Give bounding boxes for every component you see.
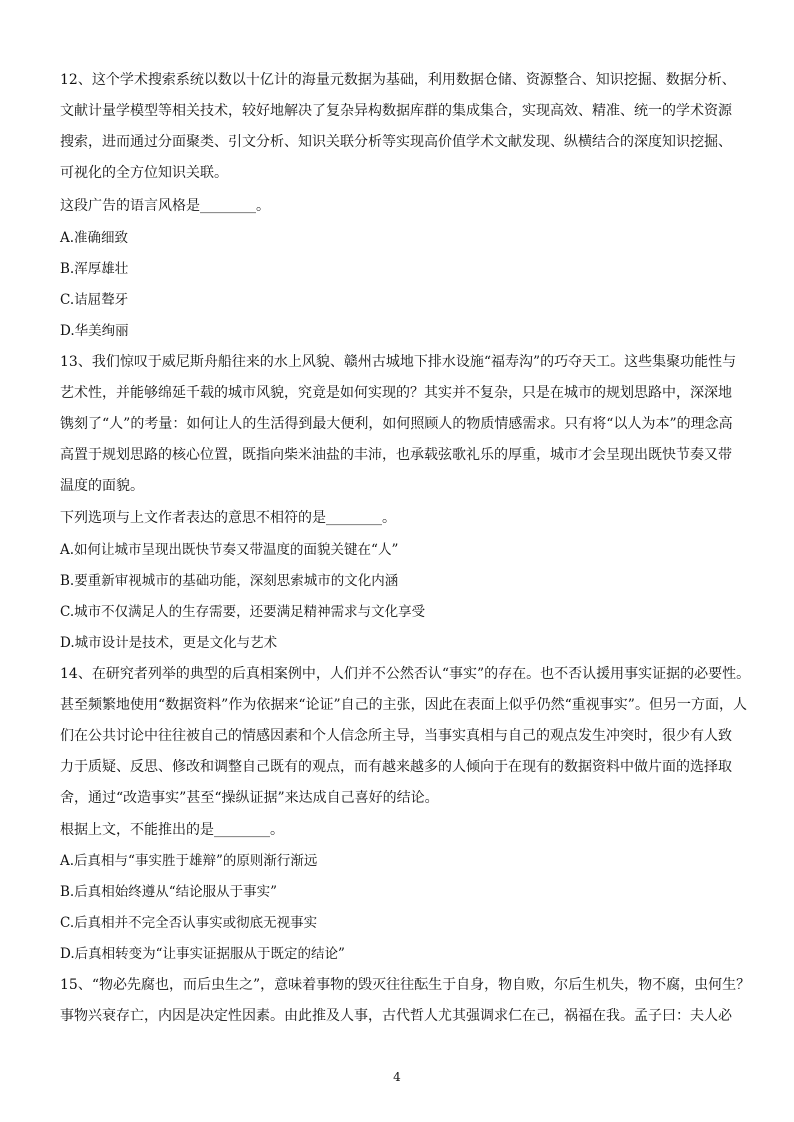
q13-text-line-1: 13、我们惊叹于威尼斯舟船往来的水上风貌、赣州古城地下排水设施“福寿沟”的巧夺天工。这些集聚功能性与 bbox=[60, 354, 737, 370]
q12-text-line-3: 搜索，进而通过分面聚类、引文分析、知识关联分析等实现高价值学术文献发现、纵横结合的深度知识挖掘、 bbox=[60, 134, 732, 150]
q13-option-b: B.要重新审视城市的基础功能，深刻思索城市的文化内涵 bbox=[60, 573, 399, 589]
q13-prompt: 下列选项与上文作者表达的意思不相符的是________。 bbox=[60, 510, 396, 526]
page-number: 4 bbox=[393, 1070, 401, 1084]
q12-text-line-4: 可视化的全方位知识关联。 bbox=[60, 165, 228, 181]
q13-option-d: D.城市设计是技术，更是文化与艺术 bbox=[60, 635, 278, 651]
q12-text-line-1: 12、这个学术搜索系统以数以十亿计的海量元数据为基础，利用数据仓储、资源整合、知识挖掘、数据分析、 bbox=[60, 72, 736, 88]
q14-option-b: B.后真相始终遵从“结论服从于事实” bbox=[60, 884, 278, 900]
q14-text-line-5: 舍，通过“改造事实”甚至“操纵证据”来达成自己喜好的结论。 bbox=[60, 790, 439, 806]
q14-text-line-4: 力于质疑、反思、修改和调整自己既有的观点，而有越来越多的人倾向于在现有的数据资料中做片面的选择取 bbox=[60, 759, 732, 775]
q15-text-line-2: 事物兴衰存亡，内因是决定性因素。由此推及人事，古代哲人尤其强调求仁在己，祸福在我。孟子曰：夫人必 bbox=[60, 1008, 732, 1024]
q14-text-line-3: 们在公共讨论中往往被自己的情感因素和个人信念所主导，当事实真相与自己的观点发生冲突时，很少有人致 bbox=[60, 728, 732, 744]
q12-option-d: D.华美绚丽 bbox=[60, 323, 129, 339]
q12-text-line-2: 文献计量学模型等相关技术，较好地解决了复杂异构数据库群的集成集合，实现高效、精准、统一的学术资源 bbox=[60, 103, 732, 119]
q14-text-line-2: 甚至频繁地使用“数据资料”作为依据来“论证”自己的主张，因此在表面上似乎仍然“重视事实”。但另一方面，人 bbox=[60, 697, 747, 713]
q12-option-a: A.准确细致 bbox=[60, 230, 129, 246]
q13-text-line-2: 艺术性，并能够绵延千载的城市风貌，究竟是如何实现的？其实并不复杂，只是在城市的规划思路中，深深地 bbox=[60, 385, 732, 401]
q12-prompt: 这段广告的语言风格是________。 bbox=[60, 198, 270, 214]
q12-option-b: B.浑厚雄壮 bbox=[60, 261, 129, 277]
q14-option-a: A.后真相与“事实胜于雄辩”的原则渐行渐远 bbox=[60, 853, 318, 869]
q12-option-c: C.诘屈聱牙 bbox=[60, 292, 129, 308]
q14-text-line-1: 14、在研究者列举的典型的后真相案例中，人们并不公然否认“事实”的存在。也不否认援用事实证据的必要性。 bbox=[60, 666, 751, 682]
q13-option-a: A.如何让城市呈现出既快节奏又带温度的面貌关键在“人” bbox=[60, 542, 399, 558]
q13-option-c: C.城市不仅满足人的生存需要，还要满足精神需求与文化享受 bbox=[60, 604, 426, 620]
q13-text-line-3: 镌刻了“人”的考量：如何让人的生活得到最大便利，如何照顾人的物质情感需求。只有将“以人为本”的理念高 bbox=[60, 416, 733, 432]
q14-option-c: C.后真相并不完全否认事实或彻底无视事实 bbox=[60, 915, 318, 931]
q13-text-line-5: 温度的面貌。 bbox=[60, 478, 144, 494]
q15-text-line-1: 15、“物必先腐也，而后虫生之”，意味着事物的毁灭往往酝生于自身，物自败，尔后生机失，物不腐，虫何生？ bbox=[60, 977, 751, 993]
q14-option-d: D.后真相转变为“让事实证据服从于既定的结论” bbox=[60, 946, 345, 962]
q13-text-line-4: 高置于规划思路的核心位置，既指向柴米油盐的丰沛，也承载弦歌礼乐的厚重，城市才会呈现出既快节奏又带 bbox=[60, 447, 732, 463]
q14-prompt: 根据上文，不能推出的是________。 bbox=[60, 822, 284, 838]
